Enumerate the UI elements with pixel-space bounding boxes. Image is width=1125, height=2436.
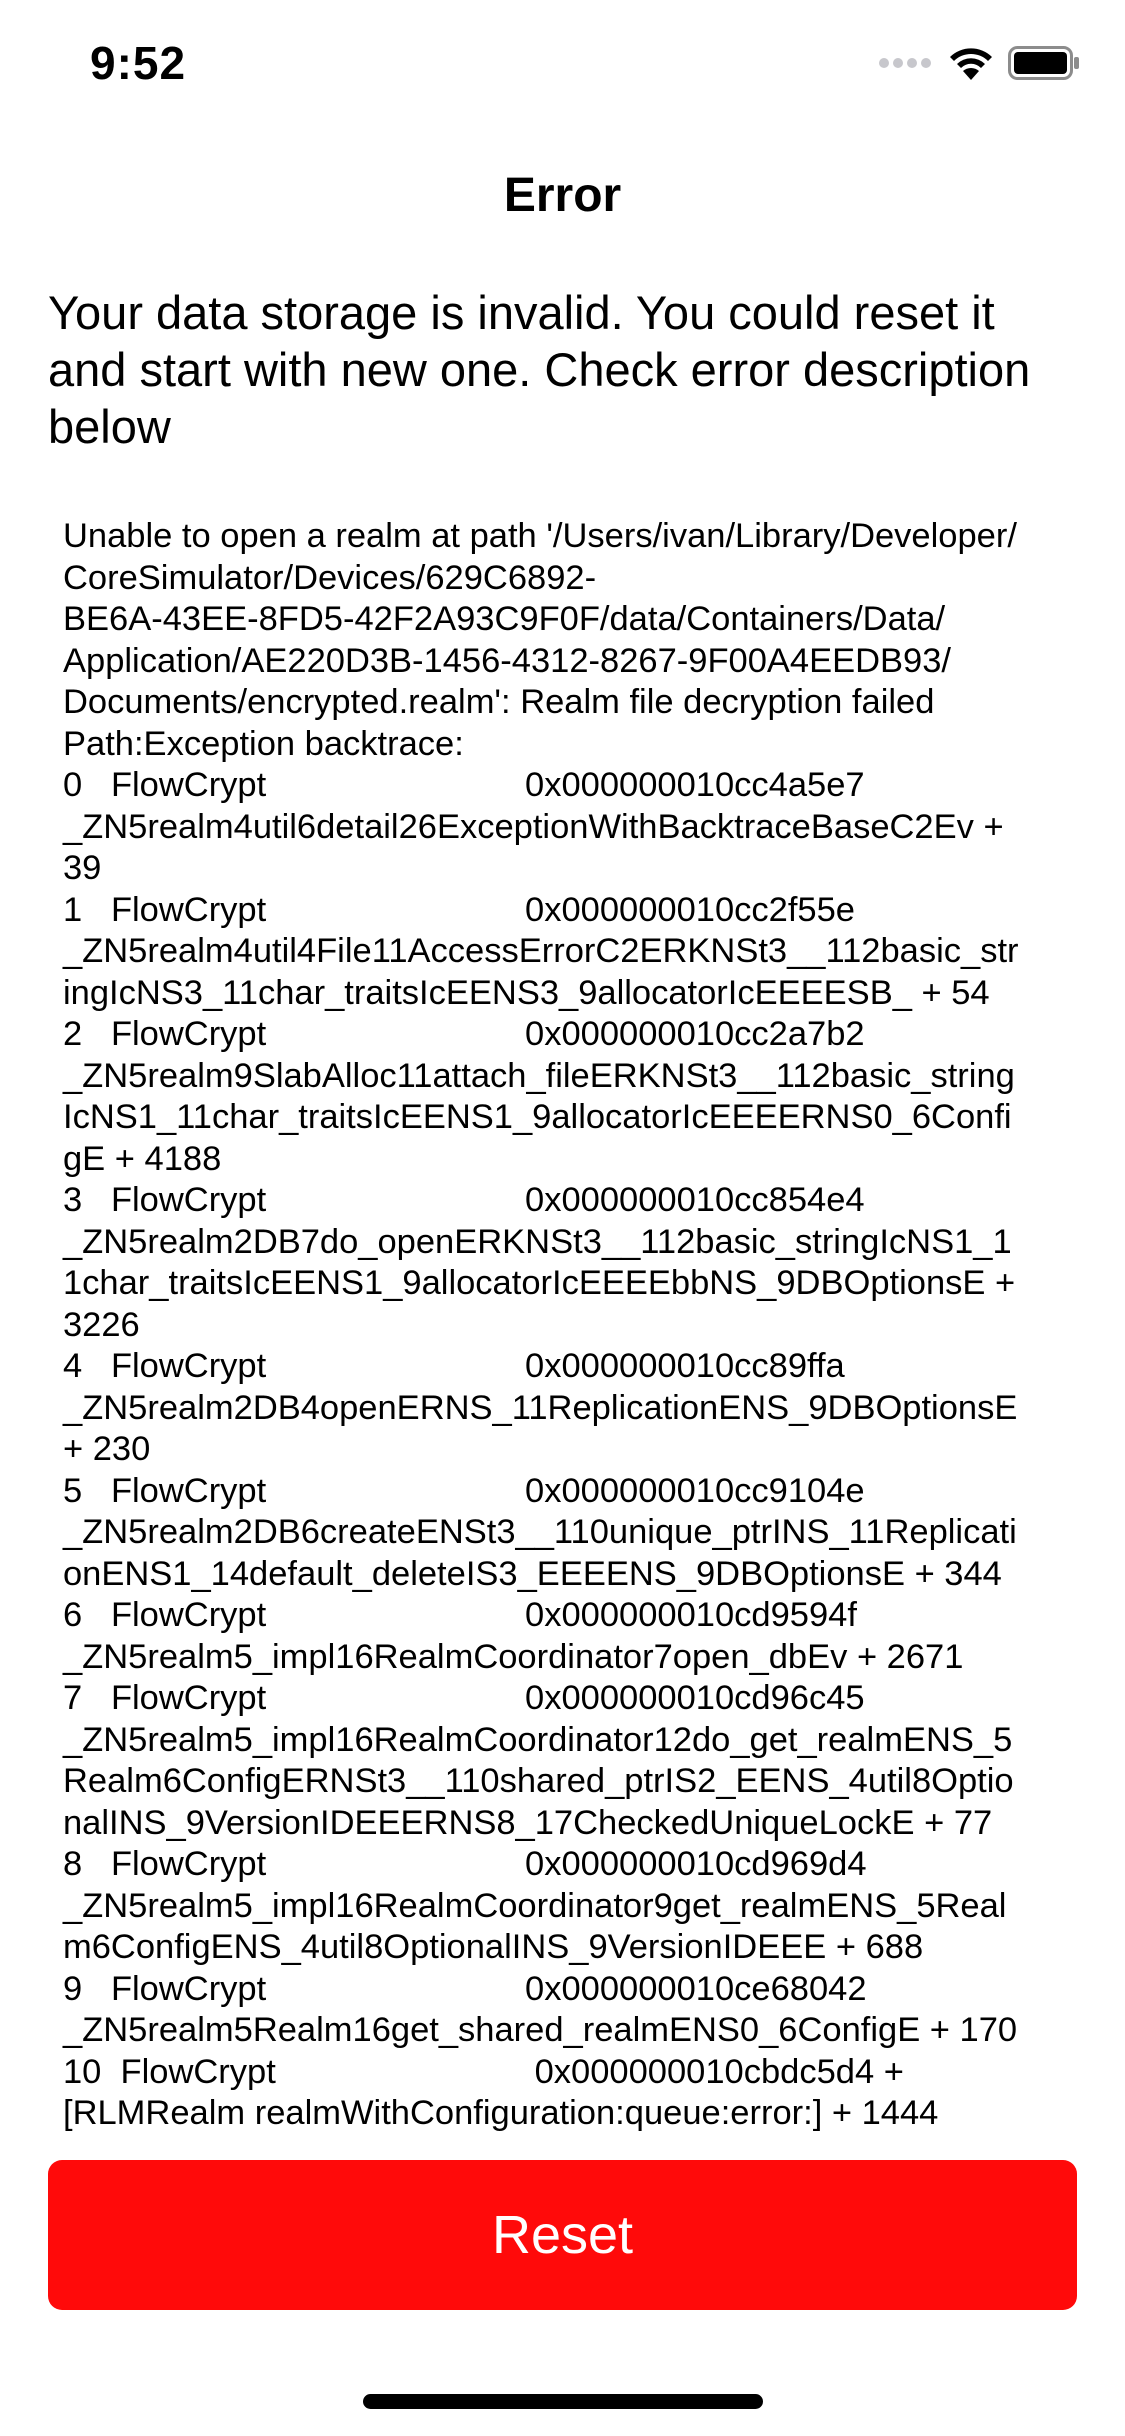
error-message: Your data storage is invalid. You could reset it and start with new one. Check error description below [48,286,1031,453]
wifi-icon [948,46,994,85]
battery-icon [1008,46,1080,85]
status-icons [878,46,1080,85]
home-indicator[interactable] [363,2394,763,2409]
error-description: Unable to open a realm at path '/Users/ivan/Library/Developer/ CoreSimulator/Devices/629C6892- BE6A-43EE-8FD5-42F2A93C9F0F/data/Containers/Data/ Application/AE220D3B-1456-4312-8267-9F00A4EEDB93/ Documents/encrypted.realm': Realm file decryption failed Path:Exception backtrace: 0 FlowCrypt 0x000000010cc4a5e7 _ZN5realm4util6detail26ExceptionWithBacktraceBaseC2Ev + 39 1 FlowCrypt 0x000000010cc2f55e _ZN5realm4util4File11AccessErrorC2ERKNSt3__112basic_str ingIcNS3_11char_traitsIcEENS3_9allocatorIcEEEESB_ + 54 2 FlowCrypt 0x000000010cc2a7b2 _ZN5realm9SlabAlloc11attach_fileERKNSt3__112basic_string IcNS1_11char_traitsIcEENS1_9allocatorIcEEEERNS0_6Confi gE + 4188 3 FlowCrypt 0x000000010cc854e4 _ZN5realm2DB7do_openERKNSt3__112basic_stringIcNS1_1 1char_traitsIcEENS1_9allocatorIcEEEEbbNS_9DBOptionsE + 3226 4 FlowCrypt 0x000000010cc89ffa _ZN5realm2DB4openERNS_11ReplicationENS_9DBOptionsE + 230 5 FlowCrypt 0x000000010cc9104e _ZN5realm2DB6createENSt3__110unique_ptrINS_11Replicati onENS1_14default_deleteIS3_EEEENS_9DBOptionsE + 344 6 FlowCrypt 0x000000010cd9594f _ZN5realm5_impl16RealmCoordinator7open_dbEv + 2671 7 FlowCrypt 0x000000010cd96c45 _ZN5realm5_impl16RealmCoordinator12do_get_realmENS_5 Realm6ConfigERNSt3__110shared_ptrIS2_EENS_4util8Optio nalINS_9VersionIDEEERNS8_17CheckedUniqueLockE + 77 8 FlowCrypt 0x000000010cd969d4 _ZN5realm5_impl16RealmCoordinator9get_realmENS_5Real m6ConfigENS_4util8OptionalINS_9VersionIDEEE + 688 9 FlowCrypt 0x000000010ce68042 _ZN5realm5Realm16get_shared_realmENS0_6ConfigE + 170 10 FlowCrypt 0x000000010cbdc5d4 + [RLMRealm realmWithConfiguration:queue:error:] + 1444 [63,517,1019,2132]
status-time: 9:52 [90,37,187,89]
page-title: Error [503,169,622,222]
status-bar [0,0,1125,140]
signal-dots-icon [878,56,934,75]
reset-button[interactable]: Reset [48,2160,1077,2310]
